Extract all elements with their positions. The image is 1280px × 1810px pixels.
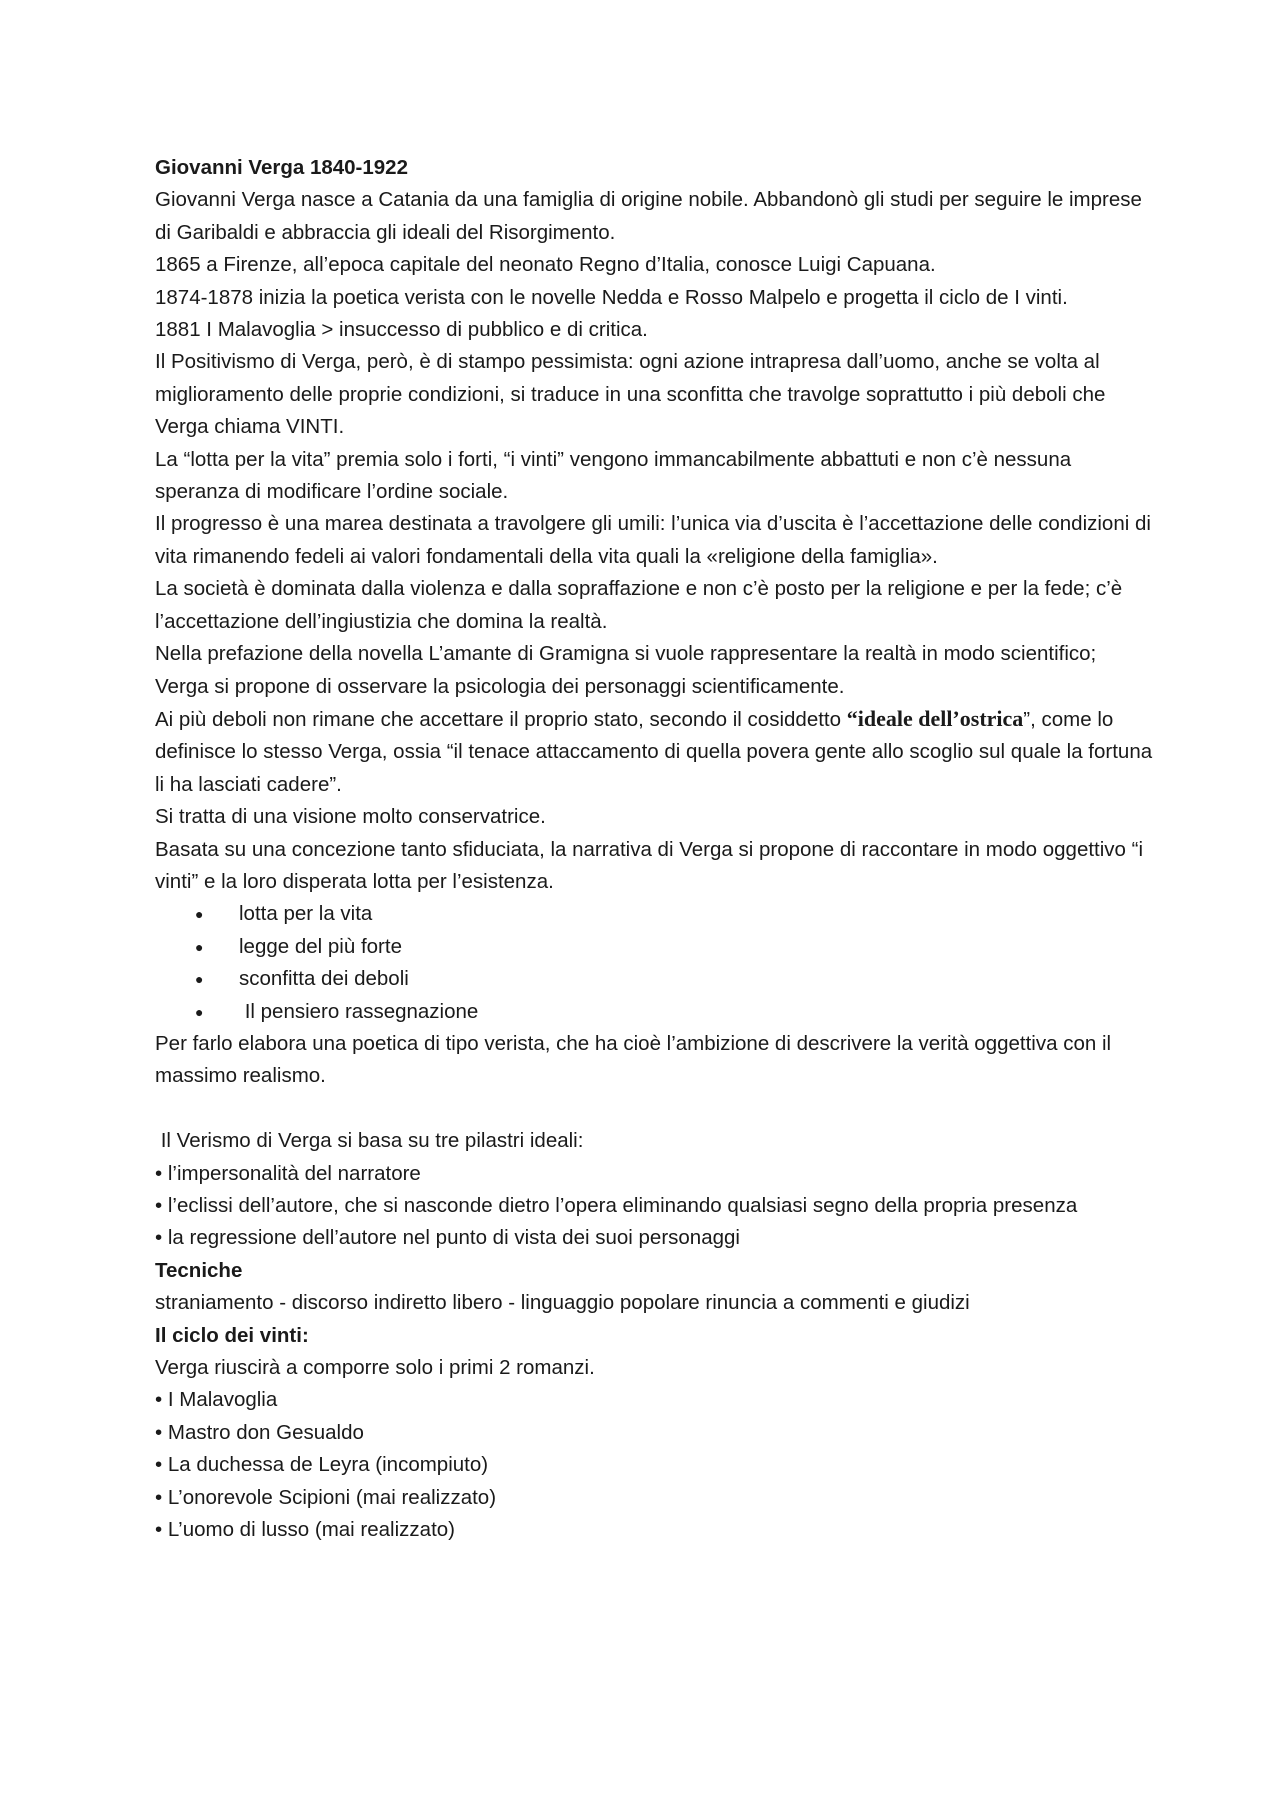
- ostrica-bold: “ideale dell’ostrica: [846, 705, 1024, 731]
- document-heading: Giovanni Verga 1840-1922: [155, 156, 408, 179]
- ostrica-after: ”, come lo definisce lo stesso Verga, ossia “il tenace attaccamento di quella povera gente allo scoglio sul quale la fortuna li ha lasciati cadere”.: [155, 707, 1153, 796]
- paragraph-narrativa: Basata su una concezione tanto sfiduciata, la narrativa di Verga si propone di raccontare in modo oggettivo “i vinti” e la loro disperata lotta per l’esistenza.: [155, 837, 1144, 893]
- ciclo-heading: Il ciclo dei vinti:: [155, 1323, 309, 1347]
- paragraph-ostrica: [155, 703, 1155, 801]
- pilastro-item: • la regressione dell’autore nel punto di vista dei suoi personaggi: [155, 1226, 740, 1250]
- document-page: [155, 152, 1155, 1546]
- list-item: [155, 996, 1155, 1028]
- romanzo-item: • La duchessa de Leyra (incompiuto): [155, 1453, 489, 1477]
- paragraph-progresso: Il progresso è una marea destinata a travolgere gli umili: l’unica via d’uscita è l’accettazione delle condizioni di vita rimanendo fedeli ai valori fondamentali della vita quali la «religione della famiglia».: [155, 512, 1151, 568]
- romanzo-item: • I Malavoglia: [155, 1388, 278, 1412]
- bullet-icon: ●: [195, 938, 204, 955]
- paragraph-societa: La società è dominata dalla violenza e dalla sopraffazione e non c’è posto per la religione e per la fede; c’è l’accettazione dell’ingiustizia che domina la realtà.: [155, 577, 1123, 633]
- romanzo-item: • Mastro don Gesualdo: [155, 1420, 364, 1444]
- ostrica-before: Ai più deboli non rimane che accettare il proprio stato, secondo il cosiddetto: [155, 707, 847, 731]
- blank-line: [155, 1093, 1155, 1125]
- list-item-text: lotta per la vita: [239, 902, 373, 926]
- bullet-icon: ●: [195, 1003, 204, 1020]
- tecniche-heading: Tecniche: [155, 1258, 243, 1282]
- pilastro-item: • l’impersonalità del narratore: [155, 1161, 421, 1185]
- list-item: [155, 931, 1155, 963]
- paragraph-verista: Per farlo elabora una poetica di tipo verista, che ha cioè l’ambizione di descrivere la verità oggettiva con il massimo realismo.: [155, 1031, 1112, 1088]
- paragraph-1881: 1881 I Malavoglia > insuccesso di pubblico e di critica.: [155, 318, 648, 342]
- list-item: [155, 898, 1155, 930]
- paragraph-positivismo: Il Positivismo di Verga, però, è di stampo pessimista: ogni azione intrapresa dall’uomo, anche se volta al miglioramento delle proprie condizioni, si traduce in una sconfitta che travolge soprattutto i più deboli che Verga chiama VINTI.: [155, 350, 1106, 439]
- paragraph-1865: 1865 a Firenze, all’epoca capitale del neonato Regno d’Italia, conosce Luigi Capuana.: [155, 253, 936, 277]
- paragraph-prefazione: Nella prefazione della novella L’amante di Gramigna si vuole rappresentare la realtà in modo scientifico; Verga si propone di osservare la psicologia dei personaggi scientificamente.: [155, 642, 1097, 698]
- tecniche-text: straniamento - discorso indiretto libero - linguaggio popolare rinuncia a commenti e giudizi: [155, 1291, 970, 1315]
- list-item-text: sconfitta dei deboli: [239, 967, 409, 991]
- paragraph-lotta: La “lotta per la vita” premia solo i forti, “i vinti” vengono immancabilmente abbattuti e non c’è nessuna speranza di modificare l’ordine sociale.: [155, 447, 1072, 504]
- bullet-icon: ●: [195, 971, 204, 988]
- pilastro-item: • l’eclissi dell’autore, che si nasconde dietro l’opera eliminando qualsiasi segno della propria presenza: [155, 1193, 1078, 1217]
- bullet-icon: ●: [195, 906, 204, 923]
- romanzo-item: • L’onorevole Scipioni (mai realizzato): [155, 1485, 497, 1509]
- themes-list: [155, 898, 1155, 1028]
- ciclo-intro: Verga riuscirà a comporre solo i primi 2 romanzi.: [155, 1356, 595, 1380]
- list-item-text: legge del più forte: [239, 934, 402, 958]
- paragraph-conservatrice: Si tratta di una visione molto conservatrice.: [155, 805, 546, 829]
- paragraph-birth: Giovanni Verga nasce a Catania da una famiglia di origine nobile. Abbandonò gli studi per seguire le imprese di Garibaldi e abbraccia gli ideali del Risorgimento.: [155, 188, 1142, 244]
- list-item: [155, 963, 1155, 995]
- list-item-text: Il pensiero rassegnazione: [239, 999, 479, 1023]
- paragraph-1874: 1874-1878 inizia la poetica verista con le novelle Nedda e Rosso Malpelo e progetta il ciclo de I vinti.: [155, 285, 1068, 309]
- pilastri-intro: Il Verismo di Verga si basa su tre pilastri ideali:: [155, 1129, 584, 1153]
- romanzo-item: • L’uomo di lusso (mai realizzato): [155, 1518, 455, 1542]
